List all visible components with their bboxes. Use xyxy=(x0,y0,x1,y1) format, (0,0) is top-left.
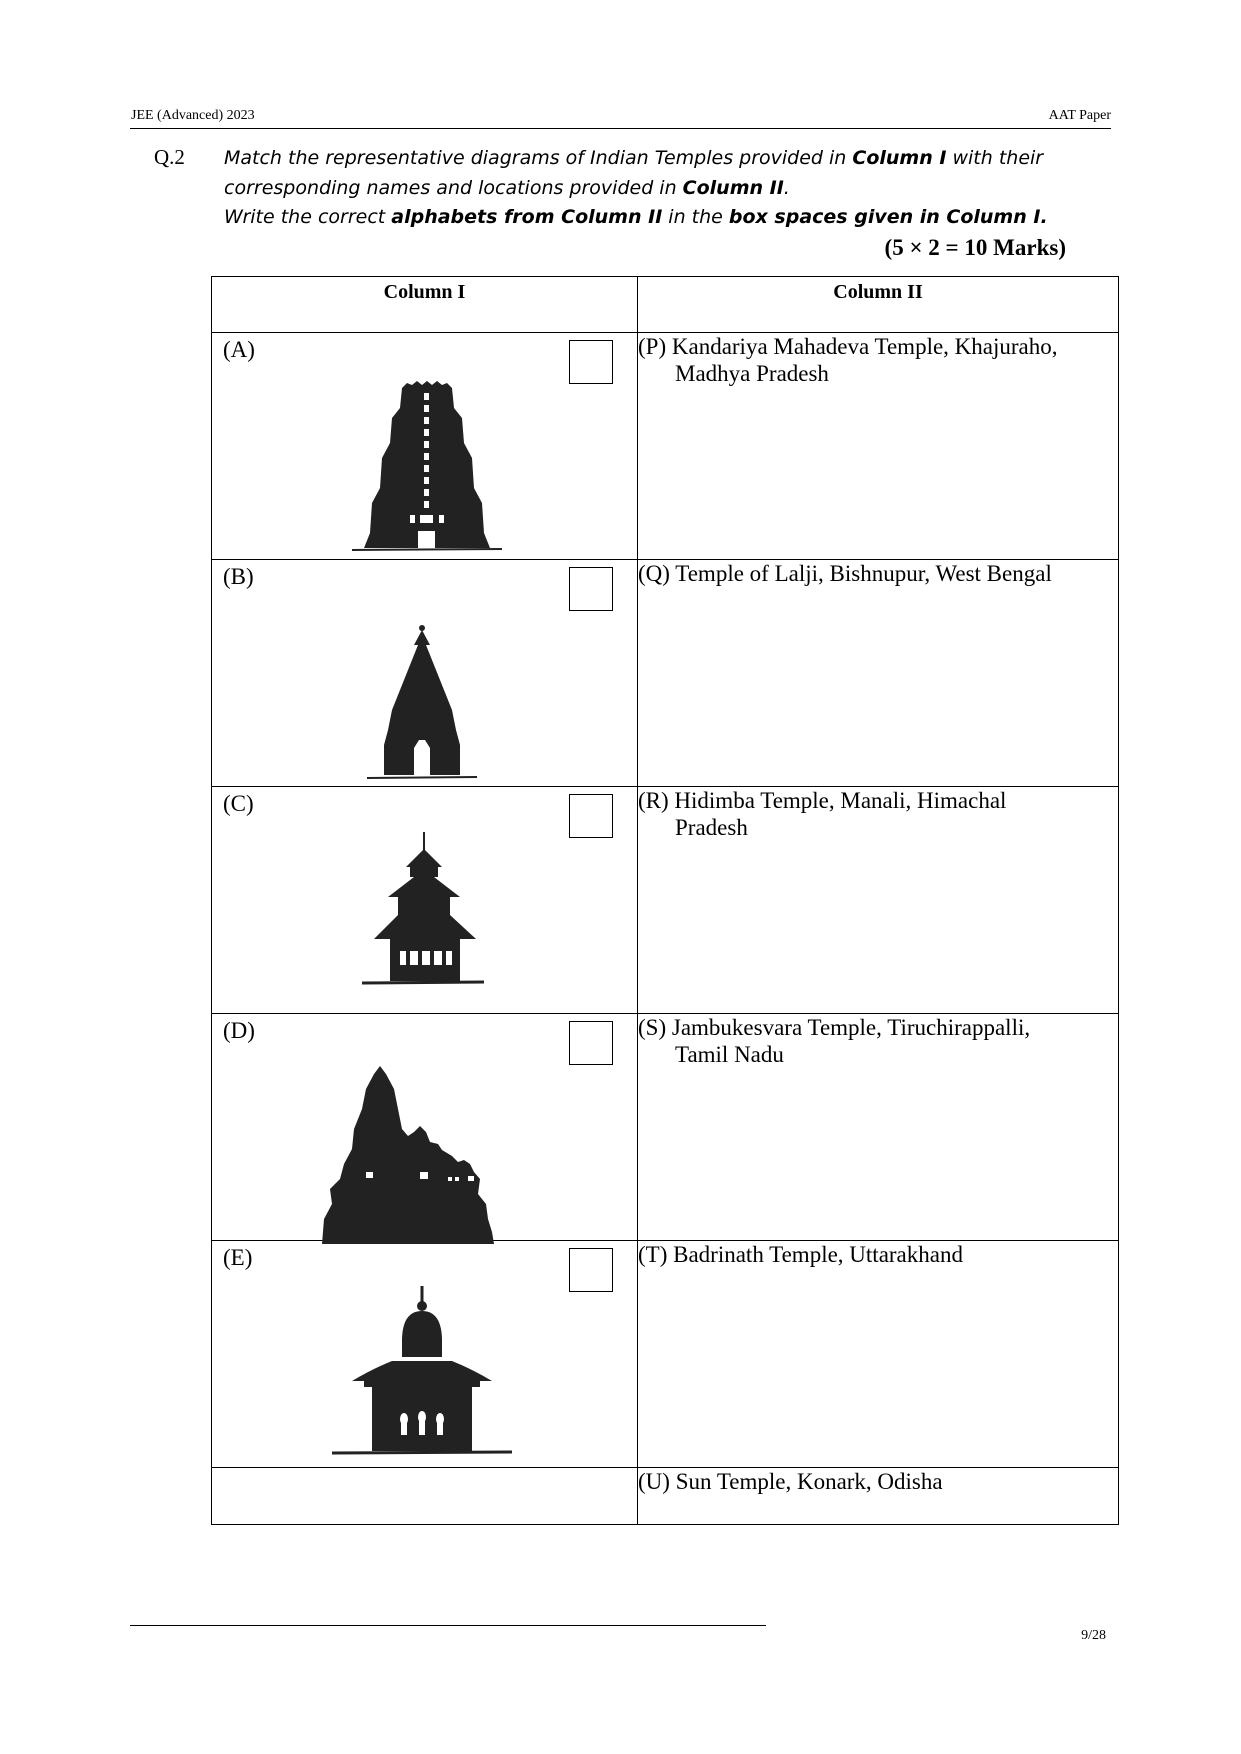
table-row xyxy=(212,787,1119,1014)
answer-box-b[interactable] xyxy=(569,567,613,611)
question-text xyxy=(224,144,1124,233)
option-t: (T) Badrinath Temple, Uttarakhand xyxy=(638,1241,1119,1468)
answer-box-c[interactable] xyxy=(569,794,613,838)
table-row xyxy=(212,1468,1119,1525)
header-exam-title: JEE (Advanced) 2023 xyxy=(131,108,255,123)
temple-d-nagara-icon xyxy=(292,1054,552,1244)
answer-box-a[interactable] xyxy=(569,340,613,384)
row-label: (B) xyxy=(223,564,254,589)
footer-divider xyxy=(130,1625,766,1626)
row-label: (C) xyxy=(223,791,254,816)
column-1-header: Column I xyxy=(212,277,638,333)
answer-box-d[interactable] xyxy=(569,1021,613,1065)
table-row xyxy=(212,1241,1119,1468)
answer-box-e[interactable] xyxy=(569,1248,613,1292)
option-r: (R) Hidimba Temple, Manali, Himachal Pradesh xyxy=(638,787,1119,1014)
header-divider xyxy=(130,128,1111,129)
temple-a-gopuram-icon xyxy=(292,373,552,563)
empty-cell xyxy=(212,1468,638,1525)
match-table xyxy=(211,276,1119,1525)
option-p: (P) Kandariya Mahadeva Temple, Khajuraho, Madhya Pradesh xyxy=(638,333,1119,560)
page-number: 9/28 xyxy=(1081,1628,1106,1643)
table-row xyxy=(212,560,1119,787)
option-s: (S) Jambukesvara Temple, Tiruchirappalli, Tamil Nadu xyxy=(638,1014,1119,1241)
question-line-3: Write the correct alphabets from Column II in the box spaces given in Column I. xyxy=(224,206,1048,228)
question-line-2: corresponding names and locations provided in Column II. xyxy=(224,176,790,199)
column-2-header: Column II xyxy=(638,277,1119,333)
row-label: (D) xyxy=(223,1018,255,1043)
question-line-1: Match the representative diagrams of Indian Temples provided in Column I with their xyxy=(224,147,1044,169)
row-label: (A) xyxy=(223,337,255,362)
header-paper-name: AAT Paper xyxy=(1048,108,1111,123)
temple-b-curved-shikhara-icon xyxy=(292,600,552,790)
table-row xyxy=(212,1014,1119,1241)
temple-c-pagoda-icon xyxy=(292,827,552,1017)
row-label: (E) xyxy=(223,1245,253,1270)
marks-allocation: (5 × 2 = 10 Marks) xyxy=(884,235,1066,260)
option-u: (U) Sun Temple, Konark, Odisha xyxy=(638,1468,1119,1525)
table-row xyxy=(212,333,1119,560)
question-number: Q.2 xyxy=(154,145,185,169)
temple-e-domed-icon xyxy=(292,1281,552,1471)
option-q: (Q) Temple of Lalji, Bishnupur, West Bengal xyxy=(638,560,1119,787)
